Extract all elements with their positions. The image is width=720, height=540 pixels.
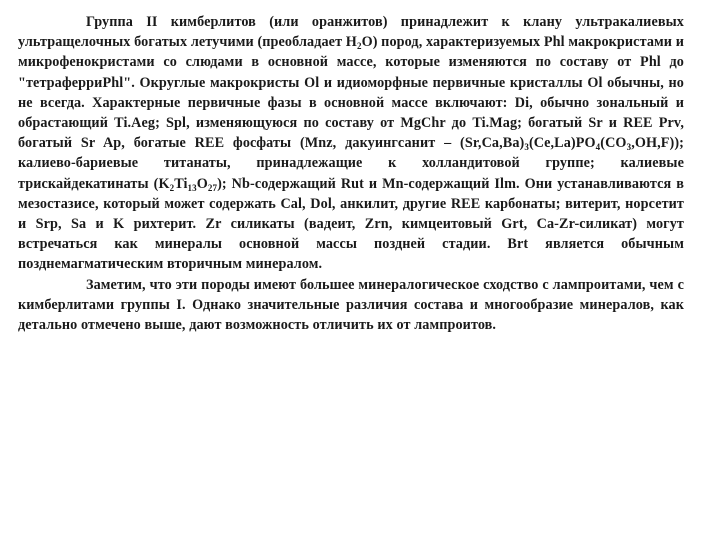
- subscript: 27: [207, 182, 218, 193]
- paragraph-2: [18, 275, 684, 336]
- text-run: O) пород, характеризуемых Phl макрокристами и микрофенокристами со слюдами в основной массе, которые изменяются по составу от Phl до "тетраферриPhl". Округлые макрокристы Ol и идиоморфные первичные кристаллы Ol обычны, но не всегда. Характерные первичные фазы в основной массе включают: Di, обычно зональный и обрастающий Ti.Aeg; Spl, изменяющуюся по составу от MgChr до Ti.Mag; богатый Sr и REE Prv, богатый Sr Ap, богатые REE фосфаты (Mnz, дакуингсанит – (Sr,Ca,Ba): [18, 34, 684, 152]
- subscript: 3: [524, 142, 529, 153]
- text-run: (Ce,La)PO: [528, 135, 596, 152]
- subscript: 2: [169, 182, 175, 193]
- document-body: [18, 12, 684, 335]
- paragraph-1: [18, 12, 684, 275]
- subscript: 13: [187, 182, 197, 193]
- text-run: ); Nb-содержащий Rut и Mn-содержащий Ilm. Они устанавливаются в мезостазисе, который может содержать Cal, Dol, анкилит, другие REE карбонаты; витерит, норсетит и Srp, Sa и K рихтерит. Zr силикаты (вадеит, Zrn, кимцеитовый Grt, Ca-Zr-силикат) могут встречаться как минералы основной массы поздней стадии. Brt является обычным позднемагматическим вторичным минералом.: [18, 175, 684, 273]
- text-run: Заметим, что эти породы имеют большее минералогическое сходство с лампроитами, чем с кимберлитами группы I. Однако значительные различия состава и многообразие минералов, как детально отмечено выше, дают возможность отличить их от лампроитов.: [18, 276, 684, 334]
- text-run: Ti: [174, 175, 188, 192]
- subscript: 2: [356, 41, 362, 52]
- subscript: 4: [595, 142, 601, 153]
- text-run: (CO: [600, 135, 627, 152]
- text-run: Группа II кимберлитов (или оранжитов) принадлежит к клану ультракалиевых ультращелочных богатых летучими (преобладает H: [18, 14, 684, 51]
- subscript: 3: [626, 142, 632, 153]
- text-run: ,OH,F)); калиево-бариевые титанаты, принадлежащие к холландитовой группе; калиевые трискайдекатинаты (K: [18, 135, 684, 192]
- text-run: O: [196, 175, 208, 192]
